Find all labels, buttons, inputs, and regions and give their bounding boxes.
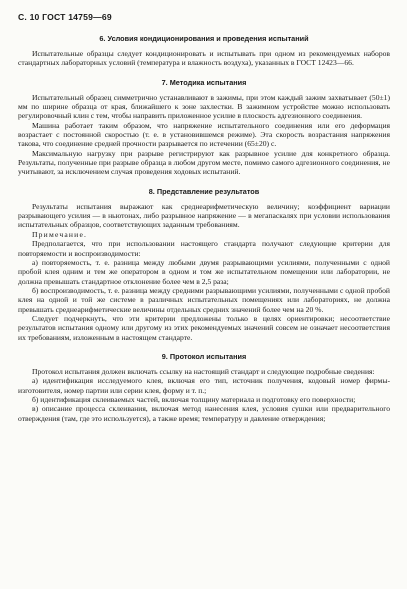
document-body bbox=[18, 34, 390, 423]
paragraph: Следует подчеркнуть, что эти критерии предложены только в целях ориентировки; несоответствие результатов испытания одному или другому из этих рекомендуемых значений совсем не означает несоответствия их требованиям, изложенным в настоящем стандарте. bbox=[18, 313, 390, 342]
paragraph: Протокол испытания должен включать ссылку на настоящий стандарт и следующие подробные сведения: bbox=[32, 366, 375, 376]
page-header: С. 10 ГОСТ 14759—69 bbox=[18, 12, 112, 22]
paragraph: Машина работает таким образом, что напряжение испытательного соединения или его деформация возрастает с постоянной скоростью (т. е. в установившемся режиме). Эта скорость возрастания напряжения такова, что соединение средней прочности разрывается по истечении (65±20) с. bbox=[18, 120, 390, 149]
section-title-9: 9. Протокол испытания bbox=[161, 351, 247, 361]
list-item: а) идентификация исследуемого клея, включая его тип, источник получения, кодовый номер фирмы-изготовителя, номер партии или серии клея, форму и т. п.; bbox=[18, 376, 390, 395]
section-title-7: 7. Методика испытания bbox=[161, 77, 247, 87]
section-title-6: 6. Условия кондиционирования и проведения испытаний bbox=[99, 34, 309, 43]
paragraph: Испытательный образец симметрично устанавливают в зажимы, при этом каждый зажим захватывает (50±1) мм по ширине образца от края, ближайшего к зоне захлестки. В зажимном устройстве можно использовать регулировочный клин с тем, чтобы направить приложенное усилие в плоскость адгезионного соединения. bbox=[18, 92, 390, 121]
paragraph: Предполагается, что при использовании настоящего стандарта получают следующие критерии для повторяемости и воспроизводимости: bbox=[18, 239, 390, 258]
section-title-8: 8. Представление результатов bbox=[148, 186, 260, 196]
paragraph: Максимальную нагрузку при разрыве регистрируют как разрывное усилие для конкретного образца. Результаты, полученные при разрыве образца в любом другом месте, помимо самого адгезионного соединения, не учитывают, за исключением случая проведения ходовых испытаний. bbox=[18, 148, 390, 177]
paragraph: Испытательные образцы следует кондиционировать и испытывать при одном из рекомендуемых наборов стандартных лабораторных условий (температура и влажность воздуха), указанных в ГОСТ 12423—66. bbox=[18, 49, 390, 68]
note-label: Примечание. bbox=[32, 229, 88, 239]
list-item: б) идентификация склеиваемых частей, включая толщину материала и подготовку его поверхности; bbox=[32, 394, 356, 404]
list-item: б) воспроизводимость, т. е. разница между средними разрывающими усилиями, полученными с одной пробой клея на одной и той же системе в различных испытательных помещениях или лабораториях, не должна превышать среднеарифметические величины отдельных средних значений более чем на 20 %. bbox=[18, 285, 390, 314]
paragraph: Результаты испытания выражают как среднеарифметическую величину; коэффициент вариации разрывающего усилия — в ньютонах, либо разрывное напряжение — в мегапаскалях при условии использования испытательных образцов, соответствующих заданным требованиям. bbox=[18, 201, 390, 230]
list-item: в) описание процесса склеивания, включая метод нанесения клея, условия сушки или предварительного отверждения (там, где это используется), а также время; температуру и давление отверждения; bbox=[18, 404, 390, 423]
list-item: а) повторяемость, т. е. разница между любыми двумя разрывающими усилиями, полученными с одной пробой клея одним и тем же оператором в одном и том же испытательном помещении или лаборатории, не должна превышать стандартное отклонение более чем в 2,5 раза; bbox=[18, 257, 390, 286]
